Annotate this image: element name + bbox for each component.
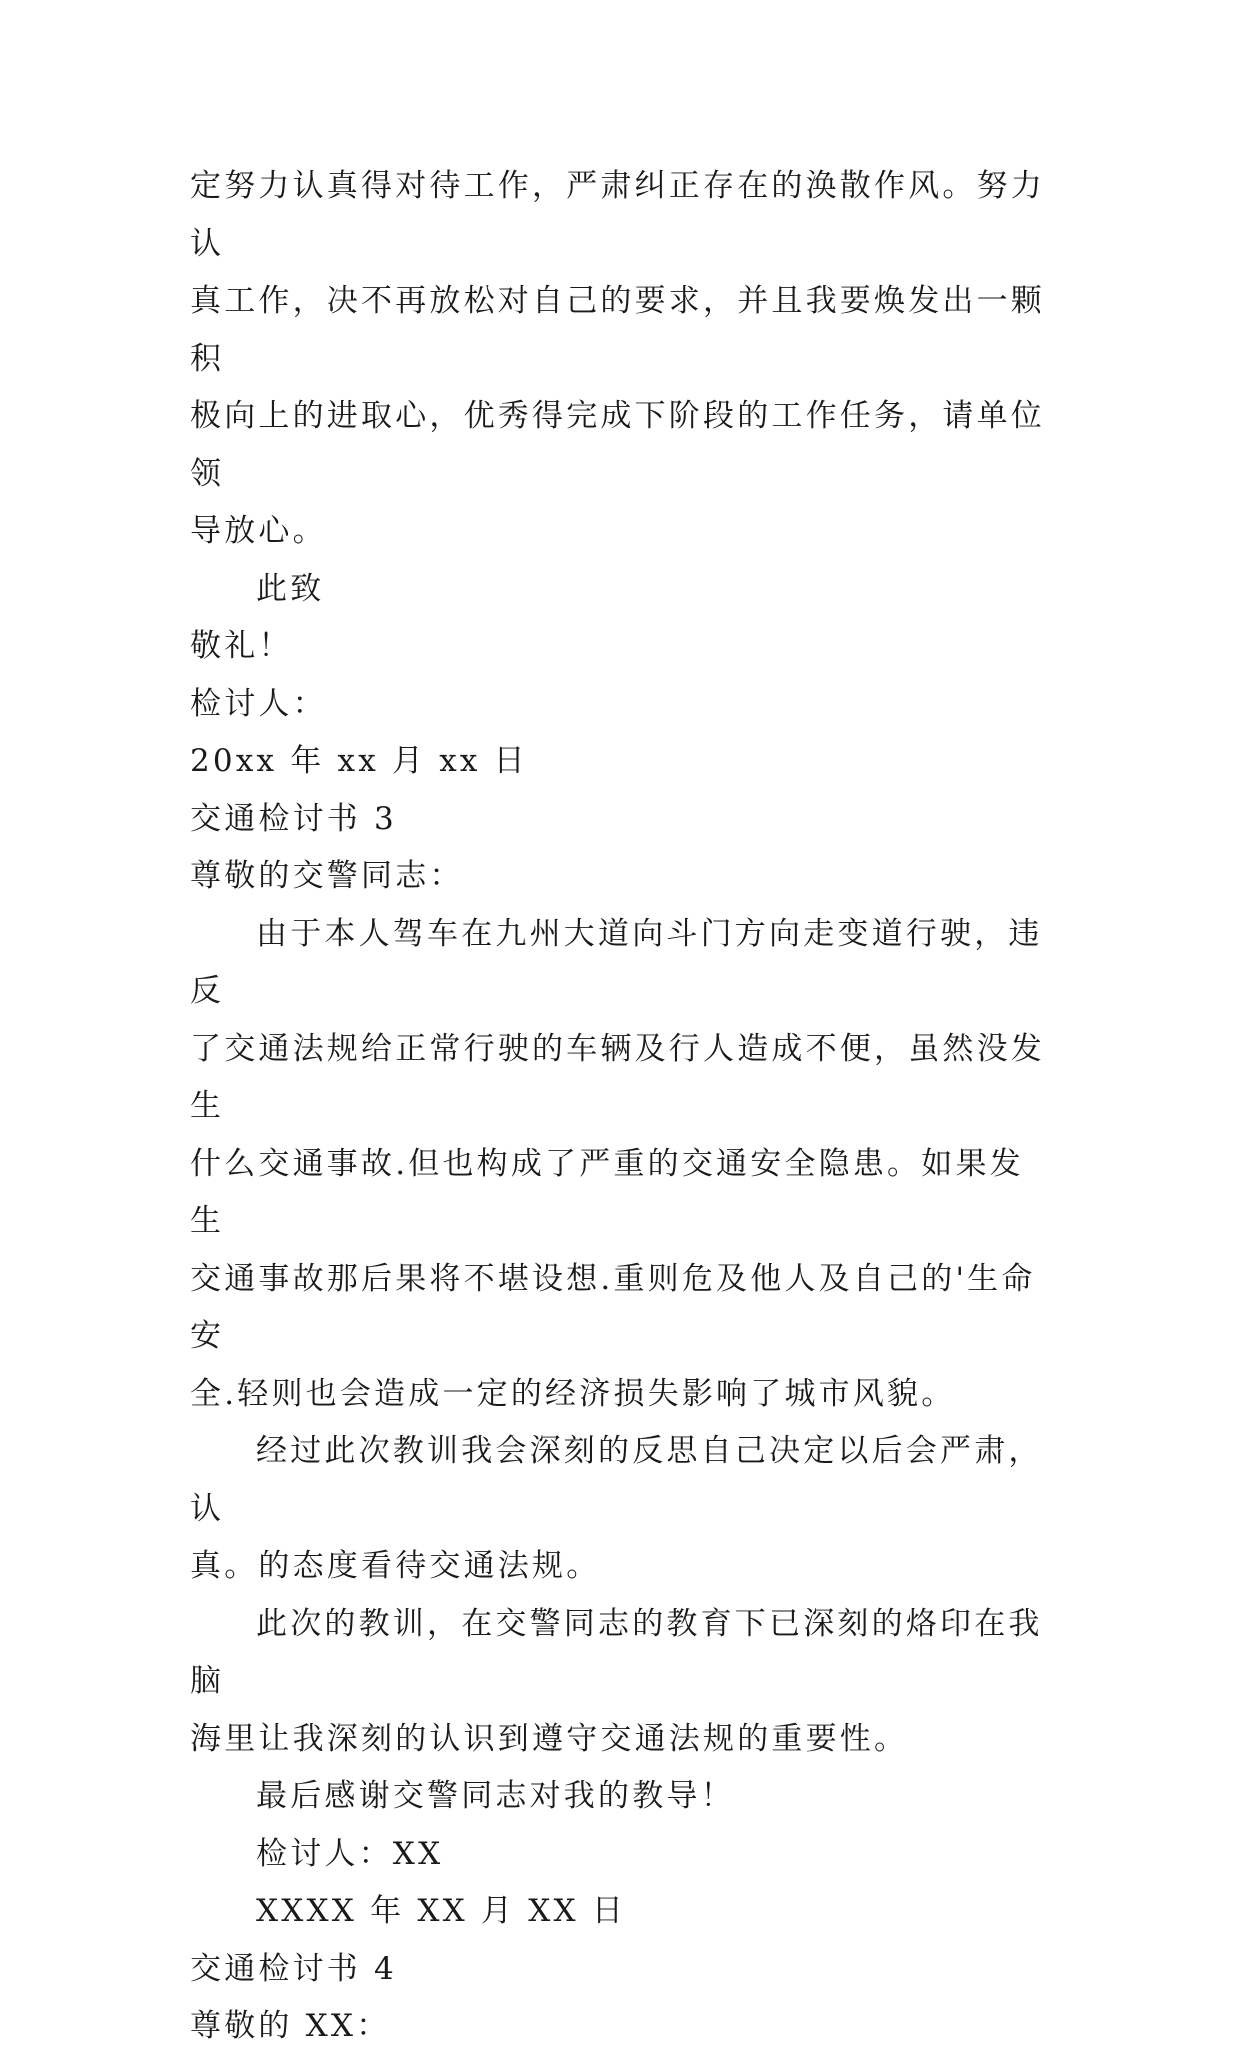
paragraph-line: 了交通法规给正常行驶的车辆及行人造成不便，虽然没发生 xyxy=(190,1030,1045,1124)
signature-label: 检讨人： xyxy=(190,685,327,722)
paragraph-line: 极向上的进取心，优秀得完成下阶段的工作任务，请单位领 xyxy=(190,398,1045,492)
paragraph-line: 由于本人驾车在九州大道向斗门方向走变道行驶，违反 xyxy=(190,915,1043,1009)
paragraph-line: 交通事故那后果将不堪设想.重则危及他人及自己的'生命安 xyxy=(190,1260,1036,1354)
greeting-line: 尊敬的 XX： xyxy=(190,2008,391,2044)
paragraph-line: 真。的态度看待交通法规。 xyxy=(190,1548,601,1584)
paragraph-line: 经过此次教训我会深刻的反思自己决定以后会严肃，认 xyxy=(190,1433,1043,1527)
closing-regards: 敬礼！ xyxy=(190,628,293,664)
paragraph-line: 真工作，决不再放松对自己的要求，并且我要焕发出一颗积 xyxy=(190,283,1045,377)
paragraph-line: 导放心。 xyxy=(190,513,327,549)
section-heading: 交通检讨书 3 xyxy=(190,800,397,837)
date-line: XXXX 年 XX 月 XX 日 xyxy=(256,1893,627,1929)
closing-salutation: 此致 xyxy=(256,570,325,607)
paragraph-line: 此次的教训，在交警同志的教育下已深刻的烙印在我脑 xyxy=(190,1605,1043,1699)
paragraph-line: 什么交通事故.但也构成了严重的交通安全隐患。如果发生 xyxy=(190,1145,1024,1239)
paragraph-line: 海里让我深刻的认识到遵守交通法规的重要性。 xyxy=(190,1720,909,1757)
paragraph-line: 全.轻则也会造成一定的经济损失影响了城市风貌。 xyxy=(190,1375,956,1412)
section-heading: 交通检讨书 4 xyxy=(190,1950,397,1987)
paragraph-line: 定努力认真得对待工作，严肃纠正存在的涣散作风。努力认 xyxy=(190,168,1045,262)
greeting-line: 尊敬的交警同志： xyxy=(190,858,464,894)
document-body xyxy=(190,158,1050,2056)
date-line: 20xx 年 xx 月 xx 日 xyxy=(190,743,528,779)
signature-line: 检讨人：XX xyxy=(256,1835,444,1872)
paragraph-line: 最后感谢交警同志对我的教导！ xyxy=(256,1778,735,1814)
